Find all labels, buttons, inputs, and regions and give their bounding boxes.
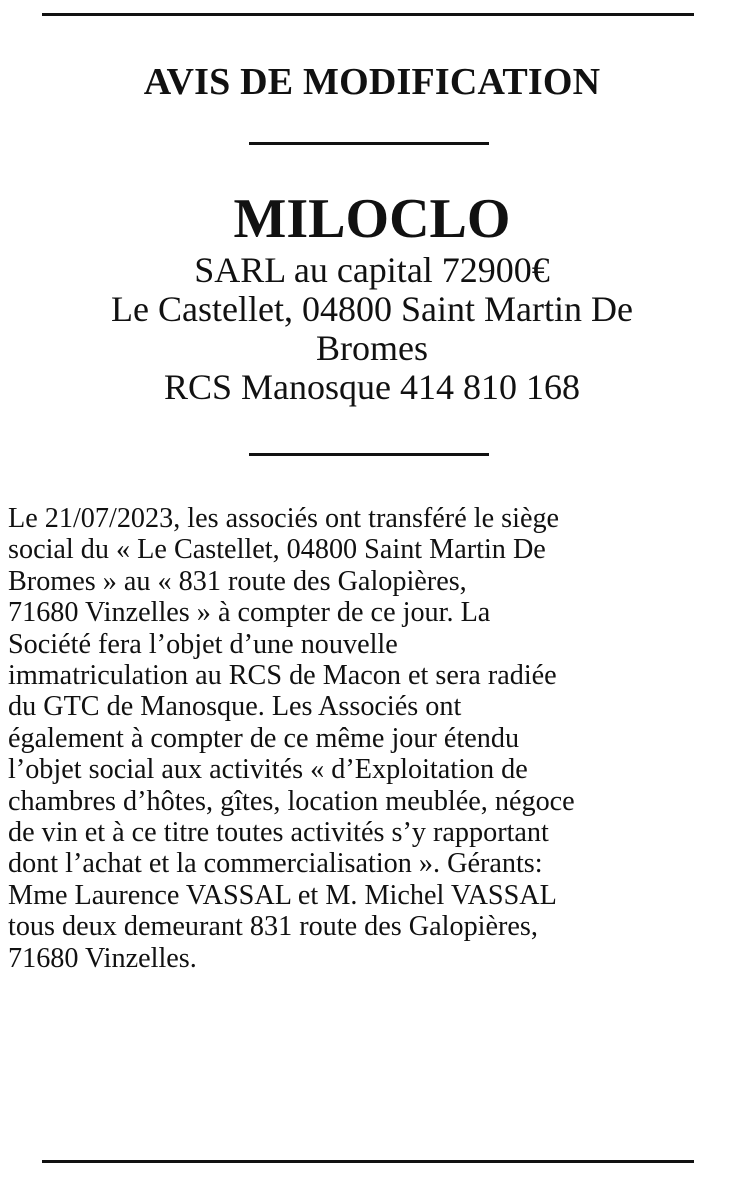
company-name: MILOCLO [233,188,511,250]
heading-divider [249,142,489,145]
company-divider [249,453,489,456]
notice-body [8,503,736,974]
notice-body-line: 71680 Vinzelles » à compter de ce jour. La [8,597,491,629]
company-info [20,251,724,407]
notice-body-line: 71680 Vinzelles. [8,942,197,974]
company-legal-form: SARL au capital 72900€ [194,250,550,290]
notice-body-line: Société fera l’objet d’une nouvelle [8,628,398,660]
notice-body-line: dont l’achat et la commercialisation ». Gérants: [8,848,543,880]
notice-body-line: chambres d’hôtes, gîtes, location meublée, négoce [8,785,575,817]
bottom-divider [42,1160,694,1163]
company-address-line1: Le Castellet, 04800 Saint Martin De [111,289,633,329]
top-divider [42,13,694,16]
notice-body-line: Mme Laurence VASSAL et M. Michel VASSAL [8,879,557,911]
notice-heading: AVIS DE MODIFICATION [143,61,601,103]
company-registry: RCS Manosque 414 810 168 [163,367,581,407]
notice-body-line: également à compter de ce même jour étendu [8,722,520,754]
notice-body-line: Le 21/07/2023, les associés ont transféré le siège [8,503,560,534]
notice-body-line: Bromes » au « 831 route des Galopières, [8,565,467,597]
notice-body-line: immatriculation au RCS de Macon et sera radiée [8,660,557,692]
notice-body-line: du GTC de Manosque. Les Associés ont [8,691,462,723]
notice-body-line: tous deux demeurant 831 route des Galopières, [8,911,538,943]
notice-body-line: de vin et à ce titre toutes activités s’y rapportant [8,817,549,849]
company-address-line2: Bromes [316,328,428,368]
notice-body-line: l’objet social aux activités « d’Exploitation de [8,754,528,786]
notice-body-line: social du « Le Castellet, 04800 Saint Martin De [8,534,546,566]
